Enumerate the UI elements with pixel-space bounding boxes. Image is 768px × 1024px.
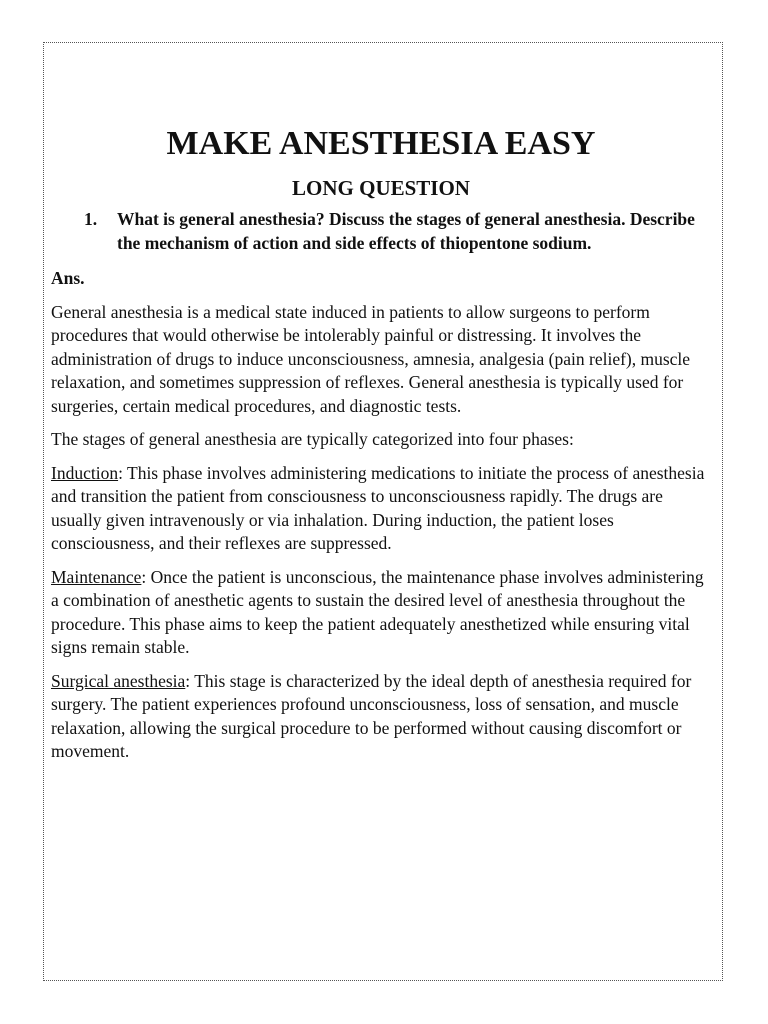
- stage-term-surgical: Surgical anesthesia: [51, 670, 186, 691]
- question-item: [51, 208, 711, 255]
- document-title: MAKE ANESTHESIA EASY: [166, 125, 596, 162]
- stage-term-maintenance: Maintenance: [51, 566, 142, 587]
- stage-text-maintenance: : Once the patient is unconscious, the maintenance phase involves administering a combination of anesthetic agents to sustain the desired level of anesthesia throughout the procedure. This phase aims to keep the patient adequately anesthetized while ensuring vital signs remain stable.: [51, 566, 704, 657]
- stage-maintenance-paragraph: [51, 566, 711, 660]
- answer-label: Ans.: [51, 268, 85, 288]
- stage-text-induction: : This phase involves administering medications to initiate the process of anesthesia and transition the patient from consciousness to unconsciousness rapidly. The drugs are usually given intravenously or via inhalation. During induction, the patient loses consciousness, and their reflexes are suppressed.: [51, 462, 705, 553]
- question-number: 1.: [84, 209, 98, 229]
- stages-intro-paragraph: The stages of general anesthesia are typically categorized into four phases:: [51, 429, 574, 449]
- stage-term-induction: Induction: [51, 462, 119, 483]
- stage-text-surgical: : This stage is characterized by the ideal depth of anesthesia required for surgery. The patient experiences profound unconsciousness, loss of sensation, and muscle relaxation, allowing the surgical procedure to be performed without causing discomfort or movement.: [51, 670, 692, 761]
- intro-paragraph: General anesthesia is a medical state induced in patients to allow surgeons to perform procedures that would otherwise be intolerably painful or distressing. It involves the administration of drugs to induce unconsciousness, amnesia, analgesia (pain relief), muscle relaxation, and sometimes suppression of reflexes. General anesthesia is typically used for surgeries, certain medical procedures, and diagnostic tests.: [51, 301, 691, 416]
- stage-induction-paragraph: [51, 462, 711, 556]
- question-text: What is general anesthesia? Discuss the stages of general anesthesia. Describe the mechanism of action and side effects of thiopentone sodium.: [117, 209, 695, 253]
- document-body: [51, 122, 711, 764]
- section-subtitle: LONG QUESTION: [292, 176, 470, 200]
- stage-surgical-paragraph: [51, 670, 711, 764]
